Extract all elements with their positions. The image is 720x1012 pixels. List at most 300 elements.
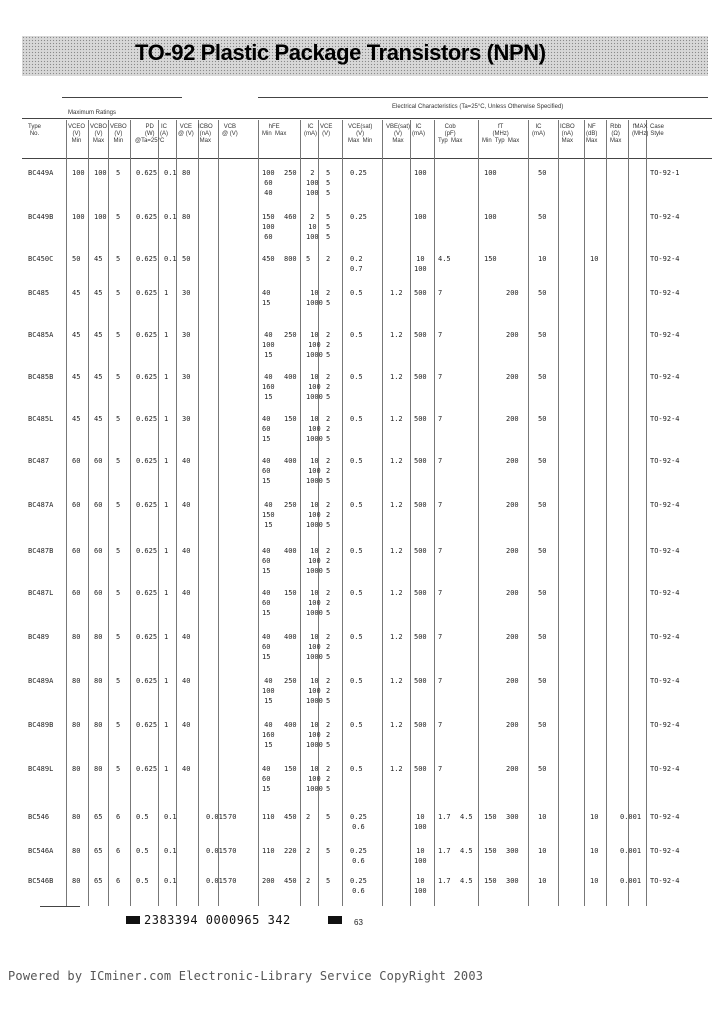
column-header: Type No. [28, 124, 42, 137]
row-type-number: BC485 [28, 289, 50, 297]
table-cell: 1.2 [390, 373, 403, 381]
table-cell: 7 [438, 721, 443, 729]
table-cell: 4.5 [460, 813, 473, 821]
table-cell: 150 [484, 255, 497, 263]
table-cell: 7 [438, 331, 443, 339]
table-cell: 0.1 [164, 255, 177, 263]
table-cell: 40 [182, 721, 191, 729]
table-rule-bottom [40, 906, 80, 907]
table-column-rule [158, 120, 159, 906]
table-cell: 7 [438, 765, 443, 773]
table-cell: 0.625 [136, 213, 158, 221]
row-type-number: BC546 [28, 813, 50, 821]
table-cell: 5 [116, 677, 121, 685]
table-cell: 500 [414, 501, 427, 509]
table-cell: 10 100 1000 [306, 501, 323, 529]
table-cell: 40 [182, 765, 191, 773]
table-cell: 50 [538, 633, 547, 641]
column-header: VBE(sat) (V) Max [386, 124, 411, 144]
table-cell: 50 [538, 547, 547, 555]
row-type-number: BC449B [28, 213, 54, 221]
table-cell: TO-92-4 [650, 373, 680, 381]
table-cell: 80 [72, 721, 81, 729]
table-cell: 70 [228, 877, 237, 885]
table-cell: 10 100 1000 [306, 765, 323, 793]
table-cell: 50 [538, 501, 547, 509]
table-cell: 5 [116, 255, 121, 263]
table-cell: 80 [94, 633, 103, 641]
table-cell: 1 [164, 457, 169, 465]
table-cell: 60 [94, 501, 103, 509]
table-cell: 400 [284, 373, 297, 381]
table-cell: 50 [538, 289, 547, 297]
row-type-number: BC487A [28, 501, 54, 509]
table-cell: 10 100 1000 [306, 547, 323, 575]
table-rule-2 [22, 118, 712, 119]
table-cell: 40 150 15 [262, 501, 275, 529]
table-cell: 30 [182, 373, 191, 381]
table-cell: 1 [164, 373, 169, 381]
table-cell: 5 [116, 213, 121, 221]
table-cell: 500 [414, 765, 427, 773]
table-cell: TO-92-4 [650, 255, 680, 263]
table-cell: 100 [72, 169, 85, 177]
table-column-rule [646, 120, 647, 906]
table-cell: 1.7 [438, 813, 451, 821]
table-cell: 2 [306, 847, 311, 855]
table-cell: 1 [164, 415, 169, 423]
table-cell: 65 [94, 877, 103, 885]
table-cell: 1.2 [390, 415, 403, 423]
table-cell: 10 100 1000 [306, 415, 323, 443]
table-cell: 0.001 [620, 813, 642, 821]
table-cell: 40 60 15 [262, 547, 271, 575]
table-cell: 200 [506, 415, 519, 423]
table-cell: 10 [590, 847, 599, 855]
table-cell: 1 [164, 331, 169, 339]
table-cell: 1.2 [390, 677, 403, 685]
table-cell: 2 2 5 [326, 721, 331, 749]
table-cell: 2 2 5 [326, 589, 331, 617]
table-cell: TO-92-4 [650, 765, 680, 773]
table-cell: 60 [94, 457, 103, 465]
table-cell: 2 100 100 [306, 169, 319, 197]
table-cell: 1 [164, 721, 169, 729]
barcode-mark-left [126, 916, 140, 924]
table-cell: 100 [72, 213, 85, 221]
table-cell: 0.625 [136, 501, 158, 509]
table-cell: 150 [484, 877, 497, 885]
table-cell: 10 100 1000 [306, 589, 323, 617]
table-cell: 40 60 15 [262, 415, 271, 443]
table-cell: 0.625 [136, 457, 158, 465]
table-cell: 2 2 5 [326, 373, 331, 401]
table-cell: 80 [94, 721, 103, 729]
row-type-number: BC489L [28, 765, 54, 773]
table-cell: 500 [414, 331, 427, 339]
table-cell: 450 [284, 877, 297, 885]
table-cell: 0.5 [350, 721, 363, 729]
table-cell: 40 100 15 [262, 677, 275, 705]
table-cell: 60 [72, 457, 81, 465]
table-cell: 500 [414, 721, 427, 729]
table-cell: TO-92-4 [650, 457, 680, 465]
table-cell: 50 [538, 721, 547, 729]
table-column-rule [382, 120, 383, 906]
header-electrical-characteristics: Electrical Characteristics (Ta=25°C, Unless Otherwise Specified) [392, 104, 564, 110]
table-cell: TO-92-4 [650, 721, 680, 729]
table-column-rule [176, 120, 177, 906]
table-cell: 80 [182, 169, 191, 177]
column-header: VCE(sat) (V) Max Min [348, 124, 373, 144]
table-column-rule [528, 120, 529, 906]
table-cell: 80 [94, 677, 103, 685]
column-header: fT (MHz) Min Typ Max [482, 124, 520, 144]
table-cell: 40 [182, 633, 191, 641]
table-cell: 0.5 [350, 589, 363, 597]
table-cell: 10 [590, 813, 599, 821]
table-cell: 1 [164, 289, 169, 297]
table-cell: 2 [326, 255, 331, 263]
table-cell: 2 2 5 [326, 765, 331, 793]
table-cell: 40 60 15 [262, 457, 271, 485]
table-cell: 200 [506, 331, 519, 339]
table-cell: 50 [538, 373, 547, 381]
row-type-number: BC450C [28, 255, 54, 263]
table-cell: 1.2 [390, 589, 403, 597]
table-cell: 300 [506, 813, 519, 821]
column-header: VEBO (V) Min [110, 124, 127, 144]
table-cell: 50 [538, 415, 547, 423]
table-cell: 45 [94, 289, 103, 297]
table-cell: 0.5 [350, 765, 363, 773]
row-type-number: BC487B [28, 547, 54, 555]
table-cell: 0.5 [136, 877, 149, 885]
table-cell: 50 [538, 589, 547, 597]
row-type-number: BC546B [28, 877, 54, 885]
table-cell: 1 [164, 633, 169, 641]
table-cell: 0.625 [136, 633, 158, 641]
column-header: Rbb (Ω) Max [610, 124, 622, 144]
table-cell: 10 100 1000 [306, 677, 323, 705]
table-cell: 1.2 [390, 721, 403, 729]
row-type-number: BC485L [28, 415, 54, 423]
table-cell: 1 [164, 677, 169, 685]
table-cell: 5 [306, 255, 311, 263]
table-cell: 200 [506, 373, 519, 381]
table-cell: 0.25 0.6 [350, 813, 367, 831]
table-cell: 70 [228, 847, 237, 855]
table-column-rule [300, 120, 301, 906]
table-cell: 5 [116, 331, 121, 339]
column-header: VCEO (V) Min [68, 124, 86, 144]
table-cell: 500 [414, 289, 427, 297]
table-cell: TO-92-4 [650, 501, 680, 509]
column-header: Cob (pF) Typ Max [438, 124, 463, 144]
table-cell: 500 [414, 373, 427, 381]
column-header: IC (A) [160, 124, 168, 137]
table-cell: 2 2 5 [326, 331, 331, 359]
table-cell: 40 160 15 [262, 373, 275, 401]
table-cell: 0.015 [206, 813, 228, 821]
table-cell: 150 100 60 [262, 213, 275, 241]
table-cell: 45 [94, 331, 103, 339]
table-cell: 200 [506, 457, 519, 465]
table-cell: 50 [538, 169, 547, 177]
table-cell: TO-92-4 [650, 677, 680, 685]
table-cell: 460 [284, 213, 297, 221]
table-column-rule [558, 120, 559, 906]
table-cell: 0.5 [136, 813, 149, 821]
table-cell: TO-92-4 [650, 633, 680, 641]
row-type-number: BC449A [28, 169, 54, 177]
table-cell: 5 [326, 813, 331, 821]
table-cell: 0.25 0.6 [350, 847, 367, 865]
table-cell: 200 [506, 547, 519, 555]
table-cell: 6 [116, 877, 121, 885]
table-cell: 0.1 [164, 847, 177, 855]
table-cell: 500 [414, 547, 427, 555]
table-cell: 50 [538, 213, 547, 221]
table-cell: 7 [438, 589, 443, 597]
table-cell: 2 10 100 [306, 213, 319, 241]
footer-copyright: Powered by ICminer.com Electronic-Library Service CopyRight 2003 [8, 969, 484, 983]
table-cell: 40 60 15 [262, 765, 271, 793]
table-cell: 7 [438, 415, 443, 423]
table-cell: TO-92-4 [650, 877, 680, 885]
table-cell: 1.2 [390, 457, 403, 465]
table-column-rule [606, 120, 607, 906]
table-cell: TO-92-4 [650, 415, 680, 423]
page-number: 63 [354, 918, 363, 927]
table-cell: 7 [438, 501, 443, 509]
table-cell: 200 [262, 877, 275, 885]
table-cell: 0.5 [350, 547, 363, 555]
table-cell: 1.2 [390, 633, 403, 641]
column-header: IC (mA) [532, 124, 545, 137]
table-cell: 0.625 [136, 255, 158, 263]
table-cell: 65 [94, 813, 103, 821]
table-cell: 5 [116, 415, 121, 423]
table-cell: 0.015 [206, 847, 228, 855]
table-cell: 7 [438, 547, 443, 555]
table-cell: 400 [284, 457, 297, 465]
table-cell: 0.5 [350, 415, 363, 423]
table-cell: 100 [414, 213, 427, 221]
table-cell: 450 [284, 813, 297, 821]
table-cell: 110 [262, 847, 275, 855]
table-cell: 10 100 1000 [306, 373, 323, 401]
table-cell: 30 [182, 289, 191, 297]
table-cell: 5 [116, 765, 121, 773]
table-cell: 500 [414, 677, 427, 685]
table-column-rule [130, 120, 131, 906]
table-cell: 2 [306, 877, 311, 885]
table-cell: 100 [414, 169, 427, 177]
table-cell: 4.5 [438, 255, 451, 263]
column-header: hFE Min Max [262, 124, 287, 137]
table-cell: 45 [72, 289, 81, 297]
table-column-rule [434, 120, 435, 906]
table-cell: 2 5 [326, 289, 331, 307]
table-cell: 60 [72, 501, 81, 509]
table-cell: 5 [116, 501, 121, 509]
table-cell: 60 [72, 589, 81, 597]
table-cell: 10 100 1000 [306, 331, 323, 359]
header-maximum-ratings: Maximum Ratings [68, 110, 117, 116]
table-column-rule [342, 120, 343, 906]
table-cell: 45 [72, 331, 81, 339]
table-cell: 10 100 [414, 255, 427, 273]
table-cell: 2 [306, 813, 311, 821]
table-cell: 50 [538, 765, 547, 773]
table-cell: 6 [116, 813, 121, 821]
barcode-mark-right [328, 916, 342, 924]
table-cell: 0.25 0.6 [350, 877, 367, 895]
table-rule-3 [22, 158, 712, 159]
table-cell: 200 [506, 721, 519, 729]
table-cell: 1.7 [438, 847, 451, 855]
table-cell: 150 [284, 415, 297, 423]
column-header: fMAX (MHz) [632, 124, 649, 137]
table-cell: 5 [116, 169, 121, 177]
table-cell: 0.5 [350, 289, 363, 297]
table-cell: 40 [182, 677, 191, 685]
table-cell: 0.625 [136, 765, 158, 773]
table-cell: TO-92-4 [650, 547, 680, 555]
table-cell: 500 [414, 589, 427, 597]
table-cell: 5 [116, 547, 121, 555]
table-cell: 250 [284, 501, 297, 509]
table-cell: 300 [506, 877, 519, 885]
table-cell: 200 [506, 677, 519, 685]
table-cell: 0.1 [164, 169, 177, 177]
table-cell: 40 [182, 501, 191, 509]
table-cell: 5 [116, 589, 121, 597]
table-cell: 0.5 [350, 373, 363, 381]
table-cell: 40 160 15 [262, 721, 275, 749]
table-cell: TO-92-4 [650, 847, 680, 855]
column-header: Case Style [650, 124, 665, 137]
table-cell: 100 [484, 169, 497, 177]
table-cell: 60 [94, 589, 103, 597]
table-cell: 60 [94, 547, 103, 555]
table-cell: 200 [506, 501, 519, 509]
table-cell: 50 [538, 677, 547, 685]
table-cell: 4.5 [460, 847, 473, 855]
table-cell: 40 [182, 589, 191, 597]
table-cell: 5 [116, 289, 121, 297]
table-cell: 10 100 1000 [306, 721, 323, 749]
row-type-number: BC546A [28, 847, 54, 855]
table-cell: 80 [72, 765, 81, 773]
table-cell: 50 [538, 331, 547, 339]
table-cell: 400 [284, 547, 297, 555]
row-type-number: BC489A [28, 677, 54, 685]
table-column-rule [258, 120, 259, 906]
page-title: TO-92 Plastic Package Transistors (NPN) [135, 40, 546, 65]
row-type-number: BC485A [28, 331, 54, 339]
table-cell: 45 [94, 373, 103, 381]
table-cell: 250 [284, 169, 297, 177]
column-header: IC (mA) [412, 124, 425, 137]
table-cell: 2 2 5 [326, 677, 331, 705]
row-type-number: BC487 [28, 457, 50, 465]
table-cell: 500 [414, 457, 427, 465]
table-cell: 80 [72, 813, 81, 821]
table-cell: TO-92-4 [650, 813, 680, 821]
table-cell: 2 2 5 [326, 415, 331, 443]
table-cell: 10 [590, 877, 599, 885]
table-cell: 100 [94, 213, 107, 221]
table-cell: 100 [484, 213, 497, 221]
table-cell: 400 [284, 721, 297, 729]
table-cell: 0.625 [136, 721, 158, 729]
table-column-rule [218, 120, 219, 906]
table-cell: 5 5 5 [326, 213, 331, 241]
table-column-rule [198, 120, 199, 906]
table-cell: 0.2 0.7 [350, 255, 363, 273]
table-cell: 10 100 1000 [306, 457, 323, 485]
table-cell: 0.625 [136, 331, 158, 339]
table-cell: 100 [94, 169, 107, 177]
table-cell: 500 [414, 633, 427, 641]
column-header: VCBO (V) Max [90, 124, 108, 144]
table-cell: 80 [94, 765, 103, 773]
table-cell: 45 [72, 415, 81, 423]
table-cell: 0.5 [350, 331, 363, 339]
table-cell: TO-92-1 [650, 169, 680, 177]
table-cell: 0.25 [350, 213, 367, 221]
column-header: NF (dB) Max [586, 124, 598, 144]
row-type-number: BC487L [28, 589, 54, 597]
column-header: ICBO (nA) Max [198, 124, 213, 144]
column-header: IC (mA) [304, 124, 317, 137]
table-cell: 1.2 [390, 547, 403, 555]
table-cell: 4.5 [460, 877, 473, 885]
table-cell: TO-92-4 [650, 289, 680, 297]
table-cell: 0.25 [350, 169, 367, 177]
table-cell: 80 [72, 877, 81, 885]
row-type-number: BC489B [28, 721, 54, 729]
table-column-rule [88, 120, 89, 906]
row-type-number: BC485B [28, 373, 54, 381]
table-cell: 0.625 [136, 547, 158, 555]
table-cell: 1.2 [390, 289, 403, 297]
table-cell: 0.625 [136, 289, 158, 297]
table-cell: 200 [506, 633, 519, 641]
table-cell: 40 [182, 457, 191, 465]
table-cell: 1 [164, 501, 169, 509]
table-cell: 1.2 [390, 765, 403, 773]
row-type-number: BC489 [28, 633, 50, 641]
table-cell: 10 100 [414, 877, 427, 895]
table-cell: 40 100 15 [262, 331, 275, 359]
table-cell: 80 [182, 213, 191, 221]
table-cell: 450 [262, 255, 275, 263]
table-column-rule [478, 120, 479, 906]
table-cell: 45 [94, 255, 103, 263]
table-cell: 10 [590, 255, 599, 263]
table-cell: 0.625 [136, 415, 158, 423]
table-cell: 250 [284, 677, 297, 685]
table-cell: 2 2 5 [326, 457, 331, 485]
table-cell: 65 [94, 847, 103, 855]
table-cell: 70 [228, 813, 237, 821]
table-cell: 0.015 [206, 877, 228, 885]
table-cell: TO-92-4 [650, 589, 680, 597]
table-cell: 30 [182, 415, 191, 423]
